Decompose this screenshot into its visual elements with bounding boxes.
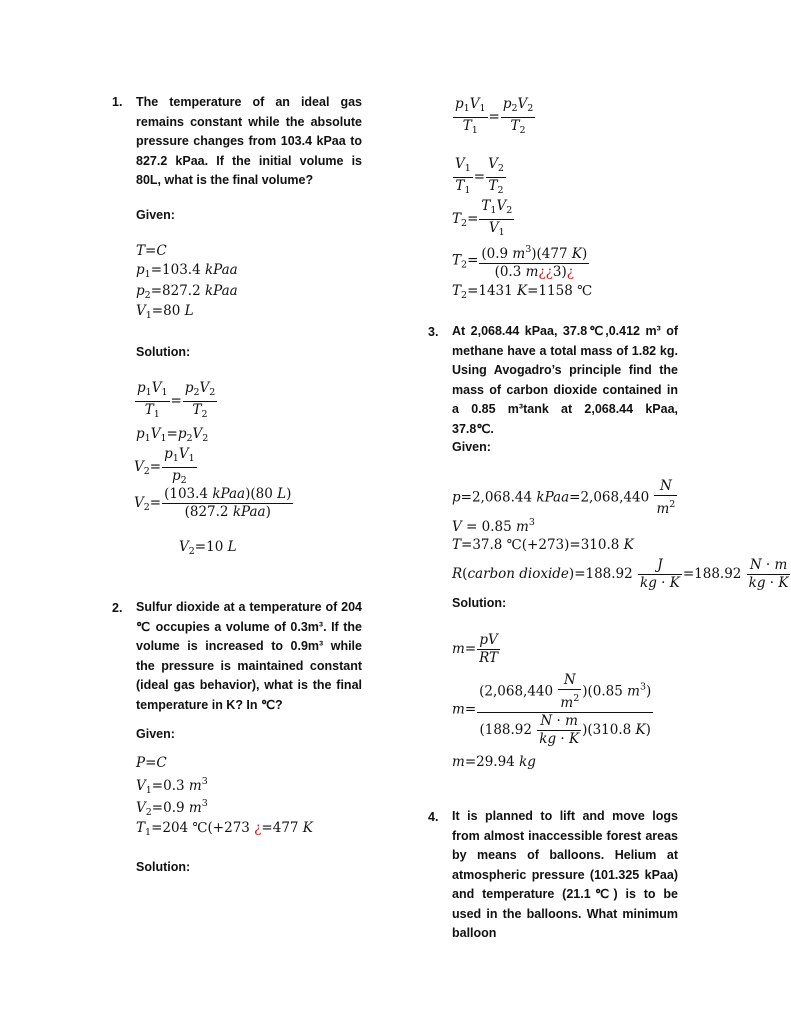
- problem-2-number: 2.: [112, 601, 123, 615]
- p1-given-v1: $V_1=80$ L: [136, 303, 194, 321]
- problem-3-solution-label: Solution:: [452, 596, 507, 610]
- problem-3-given-label: Given:: [452, 440, 491, 454]
- p3-eq-mass-formula: m= $\frac{pV}{RT}$: [452, 632, 499, 666]
- p3-result: m=29.94 kg: [452, 754, 536, 770]
- p2-result: $T_2=1431$ K=1158 ℃: [452, 283, 593, 301]
- p1-given-p2: $p_2=827.2$ kPaa: [136, 283, 238, 301]
- p1-eq-boyle-charles: $\frac{p_1V_1}{T_1}$ = $\frac{p_2V_2}{T_2}$: [134, 380, 218, 423]
- p2-given-v2: $V_2=0.9$ $m^3$: [136, 798, 208, 818]
- p3-given-r: R(carbon dioxide)=188.92 $\frac{J}{kg \cdot K}$ =188.92 $\frac{N \cdot m}{kg \cdot K}$: [452, 557, 789, 591]
- problem-2-solution-label: Solution:: [136, 860, 191, 874]
- p2-eq-general: $\frac{p_1V_1}{T_1}$ = $\frac{p_2V_2}{T_2}$: [452, 96, 536, 139]
- p2-eq-t2-formula: $T_2=$ $\frac{T_1V_2}{V_1}$: [452, 198, 515, 241]
- p1-eq-boyle: $p_1V_1=p_2V_2$: [136, 426, 209, 444]
- p1-given-t: T=C: [136, 243, 167, 259]
- p1-eq-v2-substitution: $V_2=$ $\frac{\text{(103.4 kPaa)(80 L)}}{\text{(827.2 kPaa)}}$: [134, 486, 292, 520]
- p1-given-p1: $p_1=103.4$ kPaa: [136, 262, 238, 280]
- problem-2-text: Sulfur dioxide at a temperature of 204 ℃ occupies a volume of 0.3m³. If the volume is increased to 0.9m³ while the pressure is maintained constant (ideal gas behavior), what is the final temperature in K? In ℃?: [136, 600, 362, 712]
- problem-3-number: 3.: [428, 325, 439, 339]
- problem-2-given-label: Given:: [136, 727, 175, 741]
- p1-eq-v2-formula: $V_2=$ $\frac{p_1V_1}{p_2}$: [134, 446, 198, 489]
- problem-1-solution-label: Solution:: [136, 345, 191, 359]
- p3-given-p: p=2,068.44 kPaa=2,068,440 $\frac{N}{m^2}$: [452, 478, 676, 517]
- problem-4-number: 4.: [428, 810, 439, 824]
- problem-1-given-label: Given:: [136, 208, 175, 222]
- p2-eq-charles: $\frac{V_1}{T_1}$ = $\frac{V_2}{T_2}$: [452, 156, 507, 199]
- p1-result: $V_2=10$ L: [179, 539, 237, 557]
- p1-given-p2-value: 827.2: [162, 283, 201, 299]
- p2-given-v1: $V_1=0.3$ $m^3$: [136, 776, 208, 796]
- p3-eq-mass-substitution: m= (2,068,440 $\frac{N}{m^2}$ )(0.85 $m^3$) (188.92 $\frac{N \cdot m}{kg \cdot K}$ )(310.8 K): [452, 672, 652, 747]
- p2-given-p: P=C: [136, 755, 167, 771]
- problem-1-text: The temperature of an ideal gas remains constant while the absolute pressure changes from 103.4 kPaa to 827.2 kPaa. If the initial volume is 80L, what is the final volume?: [136, 95, 362, 187]
- p2-eq-t2-substitution: $T_2=$ $\frac{(0.9 m^3)(477 K)}{(0.3 m¿¿3)¿}$: [452, 244, 588, 280]
- problem-4-text: It is planned to lift and move logs from almost inaccessible forest areas by means of balloons. Helium at atmospheric pressure (101.325 kPaa) and temperature (21.1℃) is to be used in the balloons. What minimum balloon: [452, 809, 678, 940]
- p2-given-t1: $T_1=204$ ℃(+273 ¿=477 K: [136, 820, 313, 838]
- p3-given-v: V = 0.85 $m^3$: [452, 517, 535, 535]
- p3-given-t: T=37.8 ℃(+273)=310.8 K: [452, 537, 634, 553]
- problem-3-text: At 2,068.44 kPaa, 37.8℃,0.412 m³ of methane have a total mass of 1.82 kg. Using Avogadro’s principle find the mass of carbon dioxide contained in a 0.85 m³tank at 2,068.44 kPaa, 37.8℃.: [452, 324, 678, 436]
- p1-given-p1-value: 103.4: [162, 262, 201, 278]
- problem-1-number: 1.: [112, 95, 123, 109]
- p1-given-v1-value: 80: [163, 303, 181, 319]
